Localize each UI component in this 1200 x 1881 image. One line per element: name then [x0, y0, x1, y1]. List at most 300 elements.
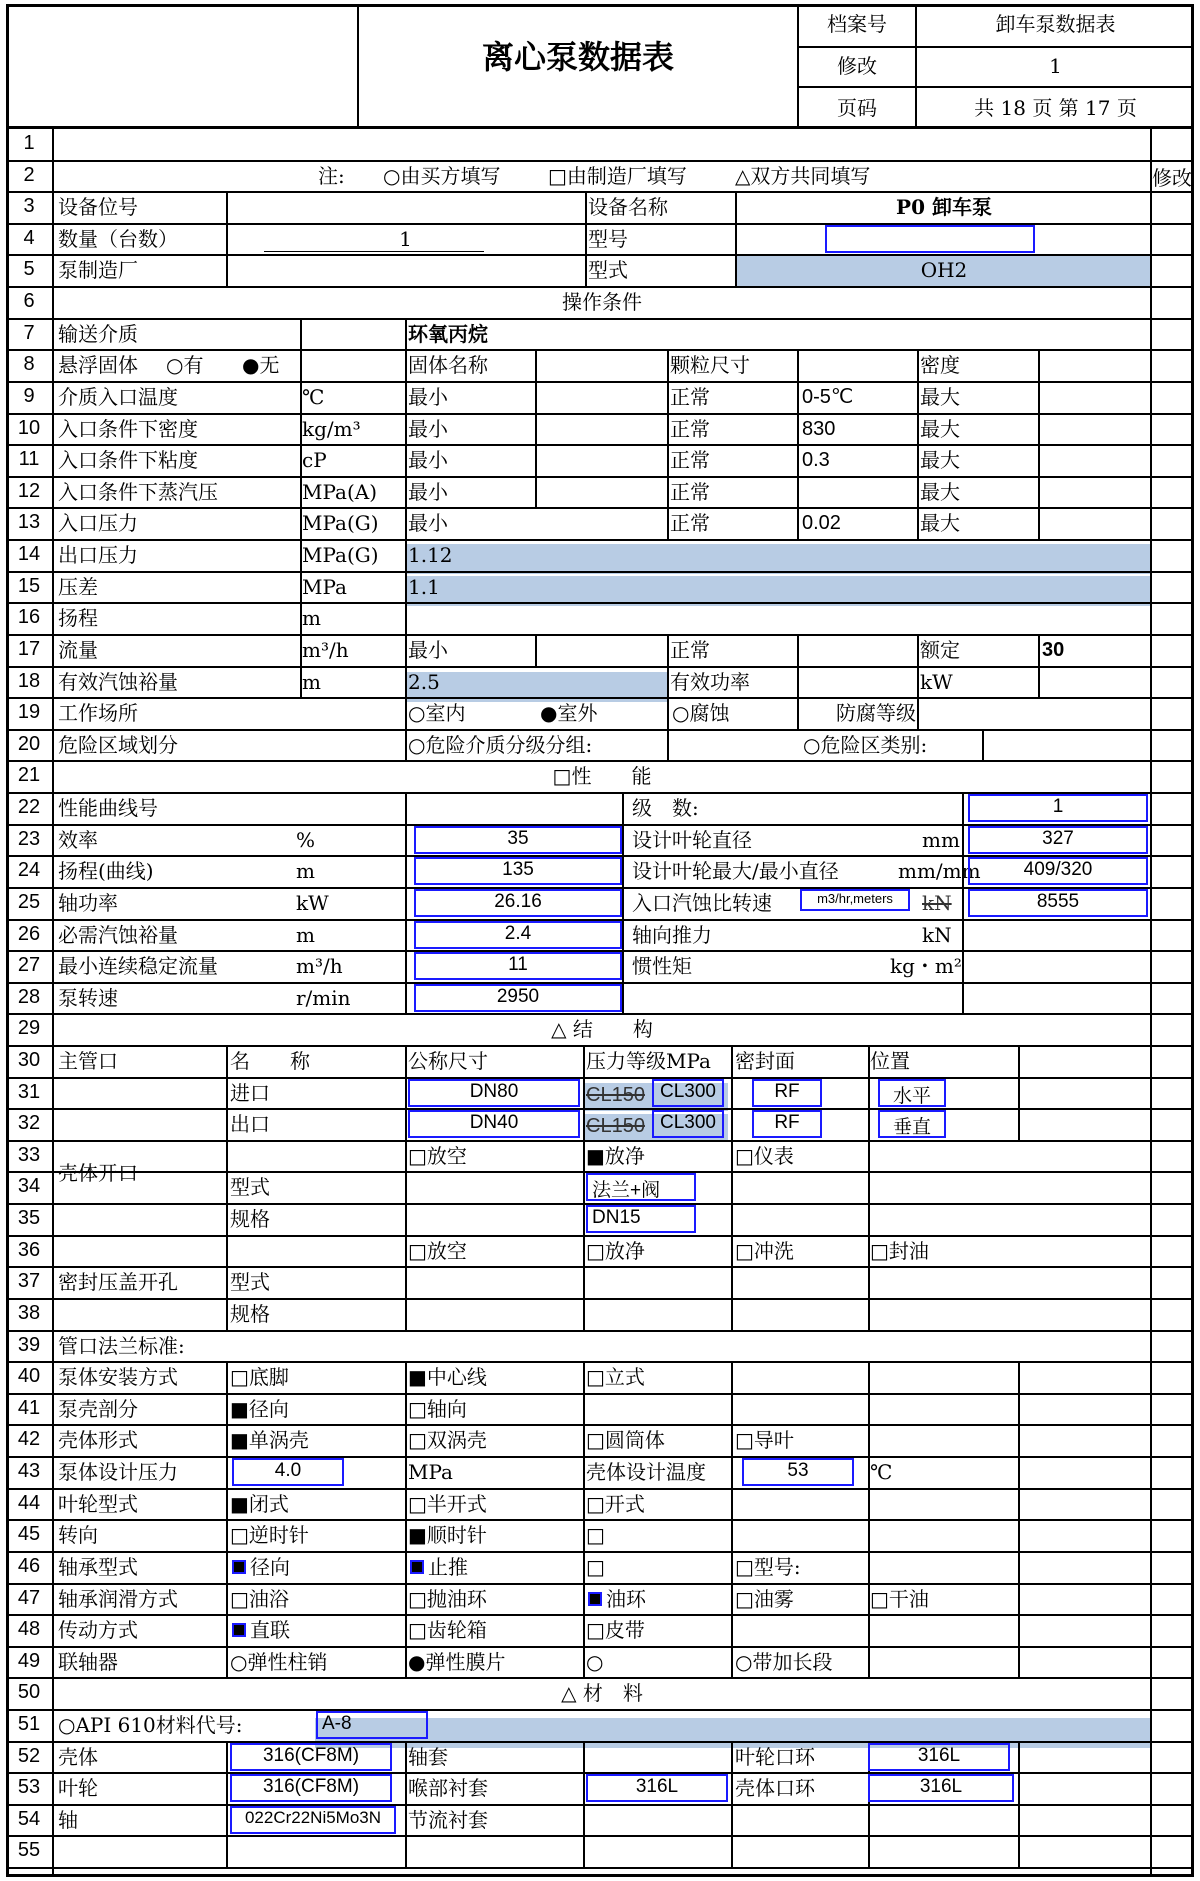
model-value-box[interactable]: [825, 225, 1035, 253]
r12-min-label: 最小: [408, 480, 448, 504]
row-number: 29: [17, 1017, 41, 1039]
suction-specific-speed-value: 8555: [1036, 891, 1080, 912]
row-line-47: [6, 1614, 1194, 1616]
row-line-50: [6, 1709, 1194, 1711]
row-number: 34: [17, 1175, 41, 1197]
row-number: 10: [17, 417, 41, 439]
quantity-value: 1: [399, 227, 412, 251]
efficiency-value: 35: [507, 828, 529, 849]
casing-ring-value: 316L: [919, 1776, 963, 1797]
row-number: 31: [17, 1081, 41, 1103]
row-number: 21: [17, 764, 41, 786]
solid-name-label: 固体名称: [408, 353, 488, 377]
v-line: [405, 1361, 407, 1677]
r9-normal-label: 正常: [670, 385, 710, 409]
v-line: [667, 349, 669, 539]
row-line-15: [6, 602, 1194, 604]
flow-rated-label: 额定: [920, 638, 960, 662]
outlet-position: 垂直: [892, 1117, 931, 1138]
v-line: [962, 792, 964, 1013]
v-line: [1038, 634, 1040, 697]
efficiency-unit: %: [296, 828, 316, 852]
axial-thrust-unit: kN: [922, 923, 952, 947]
casing-ring-label: 壳体口环: [735, 1776, 815, 1800]
diff-pressure-unit: MPa: [302, 575, 347, 599]
revision-label: 修改: [837, 54, 877, 78]
v-line: [585, 191, 587, 286]
anticorrosion-label: 防腐等级: [836, 701, 916, 725]
v-line: [982, 729, 984, 760]
location-corrosion: ○腐蚀: [672, 701, 730, 725]
row-line-12: [6, 507, 1194, 509]
v-line: [797, 349, 799, 539]
casing-type-option-c: □圆筒体: [586, 1428, 665, 1452]
casing-type-option-d: □导叶: [735, 1428, 794, 1452]
r13-max-label: 最大: [920, 511, 960, 535]
row-number: 11: [18, 448, 40, 470]
gland-oil: □封油: [870, 1239, 929, 1263]
impeller-dia-unit: mm: [922, 828, 960, 852]
row-line-10: [6, 444, 1194, 446]
row-line-51: [6, 1741, 1194, 1743]
v-line: [583, 1741, 585, 1867]
v-line: [797, 697, 799, 729]
row-number: 20: [17, 733, 41, 755]
v-line: [405, 1741, 407, 1867]
throat-bushing-value: 316L: [635, 1776, 679, 1797]
bearing-type-option-c: □: [586, 1555, 605, 1579]
v-line: [226, 1361, 228, 1677]
page-title: 离心泵数据表: [481, 38, 674, 76]
r13-min-label: 最小: [408, 511, 448, 535]
r12-label: 入口条件下蒸汽压: [58, 480, 218, 504]
row-number: 41: [17, 1397, 41, 1419]
location-outdoor: ●室外: [540, 701, 598, 725]
v-line: [405, 318, 407, 760]
row-line-1: [6, 160, 1194, 162]
nozzle-size-header: 公称尺寸: [408, 1049, 488, 1073]
r10-unit: kg/m³: [302, 417, 361, 441]
coupling-option-c: ○: [586, 1650, 604, 1674]
r11-max-label: 最大: [920, 448, 960, 472]
npsha-unit: m: [302, 670, 321, 694]
v-line: [731, 1741, 733, 1867]
r12-unit: MPa(A): [302, 480, 378, 504]
row-number: 44: [17, 1492, 41, 1514]
revision-col-line: [1150, 128, 1152, 1877]
inlet-position: 水平: [892, 1086, 931, 1107]
v-line: [535, 349, 537, 507]
impeller-material-label: 叶轮: [58, 1776, 98, 1800]
row-number: 36: [17, 1239, 41, 1261]
casing-spec-label: 规格: [230, 1207, 270, 1231]
row-line-18: [6, 697, 1194, 699]
mounting-label: 泵体安装方式: [58, 1365, 178, 1389]
throat-bushing-label: 喉部衬套: [408, 1776, 488, 1800]
casing-drain: ■放净: [586, 1144, 645, 1168]
row-line-4: [6, 254, 1194, 256]
row-number: 3: [23, 195, 35, 217]
flow-unit: m³/h: [302, 638, 349, 662]
v-line: [731, 1361, 733, 1677]
v-line: [583, 1361, 585, 1677]
outlet-pressure-value: 1.12: [408, 543, 453, 567]
coupling-option-a: ○弹性柱销: [230, 1650, 328, 1674]
casing-material-label: 壳体: [58, 1745, 98, 1769]
casing-split-label: 泵壳剖分: [58, 1397, 138, 1421]
row-number: 48: [17, 1618, 41, 1640]
tag-no-label: 设备位号: [58, 195, 138, 219]
impeller-maxmin-label: 设计叶轮最大/最小直径: [632, 859, 839, 883]
coupling-option-d: ○带加长段: [735, 1650, 833, 1674]
row-line-2: [6, 191, 1194, 193]
outlet-pressure-unit: MPa(G): [302, 543, 379, 567]
header-row-1: [797, 46, 1194, 48]
r9-unit: ℃: [302, 385, 325, 409]
row-line-17: [6, 666, 1194, 668]
diff-pressure-value: 1.1: [408, 575, 440, 599]
header-row-2: [797, 86, 1194, 88]
lubrication-option-d: □油雾: [735, 1587, 794, 1611]
quantity-label: 数量（台数）: [58, 227, 178, 251]
solids-label: 悬浮固体: [58, 353, 138, 377]
r11-normal-value: 0.3: [802, 449, 830, 471]
r11-label: 入口条件下粘度: [58, 448, 198, 472]
casing-spec-value: DN15: [592, 1207, 641, 1228]
revision-value: 1: [1049, 54, 1062, 78]
page-label: 页码: [837, 96, 877, 120]
api-material-value: A-8: [322, 1713, 352, 1734]
impeller-type-option-a: ■闭式: [230, 1492, 289, 1516]
design-temp-unit: ℃: [870, 1460, 893, 1484]
gland-openings-label: 密封压盖开孔: [58, 1270, 178, 1294]
hazard-group-label: ○危险介质分级分组:: [408, 733, 593, 757]
r9-label: 介质入口温度: [58, 385, 178, 409]
section-materials: △ 材 料: [561, 1681, 643, 1705]
row-line-29: [6, 1045, 1194, 1047]
head-curve-unit: m: [296, 859, 315, 883]
head-curve-value: 135: [502, 859, 534, 880]
row-line-8: [6, 381, 1194, 383]
inlet-size: DN80: [469, 1081, 519, 1102]
section-performance: □性 能: [552, 764, 652, 788]
v-line: [405, 1045, 407, 1330]
r10-max-label: 最大: [920, 417, 960, 441]
lubrication-c-checkbox[interactable]: [588, 1592, 602, 1606]
v-line: [917, 634, 919, 697]
gland-vent: □放空: [408, 1239, 467, 1263]
solids-yes: ○有: [166, 353, 204, 377]
gland-type-label: 型式: [230, 1270, 270, 1294]
r11-min-label: 最小: [408, 448, 448, 472]
mounting-option-a: □底脚: [230, 1365, 289, 1389]
v-line: [667, 697, 669, 760]
row-number: 4: [23, 227, 35, 249]
drive-option-a: 直联: [250, 1618, 290, 1642]
inertia-unit: kg・m²: [890, 954, 962, 978]
design-temp-label: 壳体设计温度: [586, 1460, 706, 1484]
api-material-label: ○API 610材料代号:: [58, 1713, 243, 1737]
head-curve-label: 扬程(曲线): [58, 859, 154, 883]
row-number: 37: [17, 1270, 41, 1292]
r13-normal-label: 正常: [670, 511, 710, 535]
row-number: 5: [23, 258, 35, 280]
design-pressure-label: 泵体设计压力: [58, 1460, 178, 1484]
row-number: 17: [17, 638, 41, 660]
row-number: 22: [17, 796, 41, 818]
r10-min-label: 最小: [408, 417, 448, 441]
row-number: 30: [17, 1049, 41, 1071]
medium-value: 环氧丙烷: [408, 322, 488, 346]
bearing-type-label: 轴承型式: [58, 1555, 138, 1579]
outlet-size: DN40: [469, 1112, 519, 1133]
lubrication-option-e: □干油: [870, 1587, 929, 1611]
row-number: 47: [17, 1587, 41, 1609]
npsha-label: 有效汽蚀裕量: [58, 670, 178, 694]
row-number: 49: [17, 1650, 41, 1672]
r10-normal-value: 830: [802, 418, 836, 440]
row-line-40: [6, 1393, 1194, 1395]
row-line-42: [6, 1456, 1194, 1458]
note-prefix: 注:: [318, 164, 345, 188]
row-number: 54: [17, 1808, 41, 1830]
row-line-19: [6, 729, 1194, 731]
impeller-dia-value: 327: [1042, 828, 1074, 849]
row-number: 19: [17, 701, 41, 723]
npshr-label: 必需汽蚀裕量: [58, 923, 178, 947]
row-number: 51: [17, 1713, 41, 1735]
border-bottom: [6, 1874, 1194, 1877]
row-number: 24: [17, 859, 41, 881]
coupling-option-b: ●弹性膜片: [408, 1650, 506, 1674]
particle-size-label: 颗粒尺寸: [670, 353, 750, 377]
gland-flush: □冲洗: [735, 1239, 794, 1263]
casing-material-value: 316(CF8M): [262, 1745, 360, 1766]
outlet-pressure-old: CL150: [586, 1115, 645, 1137]
flow-rated-value: 30: [1042, 639, 1065, 661]
impeller-maxmin-unit: mm/mm: [898, 859, 981, 883]
row-number: 13: [17, 511, 41, 533]
row-line-31: [6, 1108, 1194, 1110]
v-line: [917, 697, 919, 729]
r10-label: 入口条件下密度: [58, 417, 198, 441]
location-label: 工作场所: [58, 701, 138, 725]
speed-value: 2950: [496, 986, 540, 1007]
row-number: 33: [17, 1144, 41, 1166]
manufacturer-label: 泵制造厂: [58, 258, 138, 282]
v-line: [797, 634, 799, 697]
casing-split-option-b: □轴向: [408, 1397, 467, 1421]
r9-max-label: 最大: [920, 385, 960, 409]
row-number: 50: [17, 1681, 41, 1703]
npshr-value: 2.4: [504, 923, 532, 944]
row-line-37: [6, 1298, 1194, 1300]
r13-unit: MPa(G): [302, 511, 379, 535]
casing-vent: □放空: [408, 1144, 467, 1168]
impeller-ring-value: 316L: [917, 1745, 961, 1766]
stages-value: 1: [1052, 796, 1064, 817]
row-number: 6: [23, 290, 35, 312]
min-flow-value: 11: [508, 954, 528, 975]
outlet-name: 出口: [230, 1112, 270, 1136]
impeller-type-label: 叶轮型式: [58, 1492, 138, 1516]
impeller-maxmin-value: 409/320: [1023, 859, 1093, 880]
outlet-pressure-label: 出口压力: [58, 543, 138, 567]
mounting-option-c: □立式: [586, 1365, 645, 1389]
impeller-ring-label: 叶轮口环: [735, 1745, 815, 1769]
outlet-face: RF: [774, 1112, 800, 1133]
suction-specific-speed-label: 入口汽蚀比转速: [632, 891, 772, 915]
lubrication-label: 轴承润滑方式: [58, 1587, 178, 1611]
row-number: 25: [17, 891, 41, 913]
head-unit: m: [302, 606, 321, 630]
row-line-48: [6, 1646, 1194, 1648]
casing-type-value: 法兰+阀: [592, 1180, 661, 1201]
r9-normal-value: 0-5℃: [802, 386, 854, 408]
section-operating: 操作条件: [562, 290, 642, 314]
speed-unit: r/min: [296, 986, 351, 1010]
row-line-36: [6, 1266, 1194, 1268]
row-line-6: [6, 318, 1194, 320]
note-buyer: ○由买方填写: [383, 164, 501, 188]
flow-label: 流量: [58, 638, 98, 662]
rotation-label: 转向: [58, 1523, 98, 1547]
v-line: [667, 634, 669, 697]
row-number: 14: [17, 543, 41, 565]
row-number: 35: [17, 1207, 41, 1229]
medium-label: 输送介质: [58, 322, 138, 346]
bearing-type-b-checkbox[interactable]: [410, 1560, 424, 1574]
row-line-28: [6, 1013, 1194, 1015]
quantity-underline: [264, 251, 484, 252]
row-number: 12: [17, 480, 41, 502]
rotation-option-a: □逆时针: [230, 1523, 309, 1547]
row-number: 46: [17, 1555, 41, 1577]
border-top: [6, 4, 1194, 7]
nozzle-label: 主管口: [58, 1049, 118, 1073]
row-number: 8: [23, 353, 35, 375]
outlet-pressure: CL300: [660, 1112, 716, 1133]
row-number: 7: [23, 322, 35, 344]
drive-label: 传动方式: [58, 1618, 138, 1642]
casing-openings-label: 壳体开口: [58, 1161, 138, 1185]
file-no-label: 档案号: [827, 12, 887, 36]
row-number: 55: [17, 1839, 41, 1861]
npshr-unit: m: [296, 923, 315, 947]
v-line: [622, 792, 624, 1013]
throttle-bushing-label: 节流衬套: [408, 1808, 488, 1832]
row-number: 43: [17, 1460, 41, 1482]
v-line: [917, 349, 919, 539]
r12-normal-label: 正常: [670, 480, 710, 504]
row-line-46: [6, 1583, 1194, 1585]
impeller-type-option-c: □开式: [586, 1492, 645, 1516]
row-number: 40: [17, 1365, 41, 1387]
nozzle-pressure-header: 压力等级MPa: [586, 1049, 711, 1073]
row-line-32: [6, 1140, 1194, 1142]
row-number: 18: [17, 670, 41, 692]
inlet-face: RF: [774, 1081, 800, 1102]
drive-a-checkbox[interactable]: [232, 1623, 246, 1637]
v-line: [226, 1045, 228, 1330]
impeller-dia-label: 设计叶轮直径: [632, 828, 752, 852]
row-line-20: [6, 760, 1194, 762]
shaft-material-value: 022Cr22Ni5Mo3N: [244, 1808, 382, 1827]
diff-pressure-label: 压差: [58, 575, 98, 599]
head-label: 扬程: [58, 606, 98, 630]
row-number: 26: [17, 923, 41, 945]
v-line: [583, 1045, 585, 1330]
min-flow-label: 最小连续稳定流量: [58, 954, 218, 978]
page-value: 共 18 页 第 17 页: [974, 96, 1137, 120]
row-number: 15: [17, 575, 41, 597]
casing-type-label: 型式: [230, 1175, 270, 1199]
r12-max-label: 最大: [920, 480, 960, 504]
equipment-name-label: 设备名称: [588, 195, 668, 219]
row-number: 1: [23, 132, 35, 154]
row-line-30: [6, 1077, 1194, 1079]
row-line-7: [6, 349, 1194, 351]
row-line-53: [6, 1804, 1194, 1806]
note-both: △双方共同填写: [735, 164, 871, 188]
row-line-41: [6, 1424, 1194, 1426]
inlet-pressure-old: CL150: [586, 1084, 645, 1106]
stages-label: 级 数:: [632, 796, 699, 820]
hazard-area-label: 危险区域划分: [58, 733, 178, 757]
equipment-name-value: P0 卸车泵: [896, 195, 992, 219]
model-label: 型号: [588, 227, 628, 251]
row-line-39: [6, 1361, 1194, 1363]
casing-split-option-a: ■径向: [230, 1397, 289, 1421]
row-line-11: [6, 476, 1194, 478]
v-line: [1018, 1361, 1020, 1677]
row-line-35: [6, 1235, 1194, 1237]
r13-normal-value: 0.02: [802, 512, 841, 534]
row-number: 32: [17, 1112, 41, 1134]
suction-speed-unit: m3/hr,meters: [817, 891, 893, 906]
v-line: [731, 1045, 733, 1330]
density-label: 密度: [920, 353, 960, 377]
inertia-label: 惯性矩: [632, 954, 692, 978]
inlet-pressure: CL300: [660, 1081, 716, 1102]
gland-spec-label: 规格: [230, 1302, 270, 1326]
type-label: 型式: [588, 258, 628, 282]
row-number: 52: [17, 1745, 41, 1767]
row-line-43: [6, 1488, 1194, 1490]
hazard-area-class-label: ○危险区类别:: [803, 733, 928, 757]
border-right: [1191, 4, 1194, 1877]
inlet-name: 进口: [230, 1081, 270, 1105]
nozzle-name-header: 名 称: [230, 1049, 310, 1073]
flange-standard-label: 管口法兰标准:: [58, 1334, 185, 1358]
bearing-type-a-checkbox[interactable]: [232, 1560, 246, 1574]
curve-no-label: 性能曲线号: [58, 796, 158, 820]
v-line: [868, 1361, 870, 1677]
r13-label: 入口压力: [58, 511, 138, 535]
bearing-type-option-a: 径向: [250, 1555, 290, 1579]
v-line: [226, 1741, 228, 1867]
shaft-power-label: 轴功率: [58, 891, 118, 915]
section-construction: △ 结 构: [551, 1017, 653, 1041]
row-line-16: [6, 634, 1194, 636]
row-number: 23: [17, 828, 41, 850]
r11-unit: cP: [302, 448, 327, 472]
casing-instrument: □仪表: [735, 1144, 794, 1168]
v-line: [1018, 1045, 1020, 1140]
row-line-38: [6, 1330, 1194, 1332]
impeller-material-value: 316(CF8M): [262, 1776, 360, 1797]
row-number: 45: [17, 1523, 41, 1545]
